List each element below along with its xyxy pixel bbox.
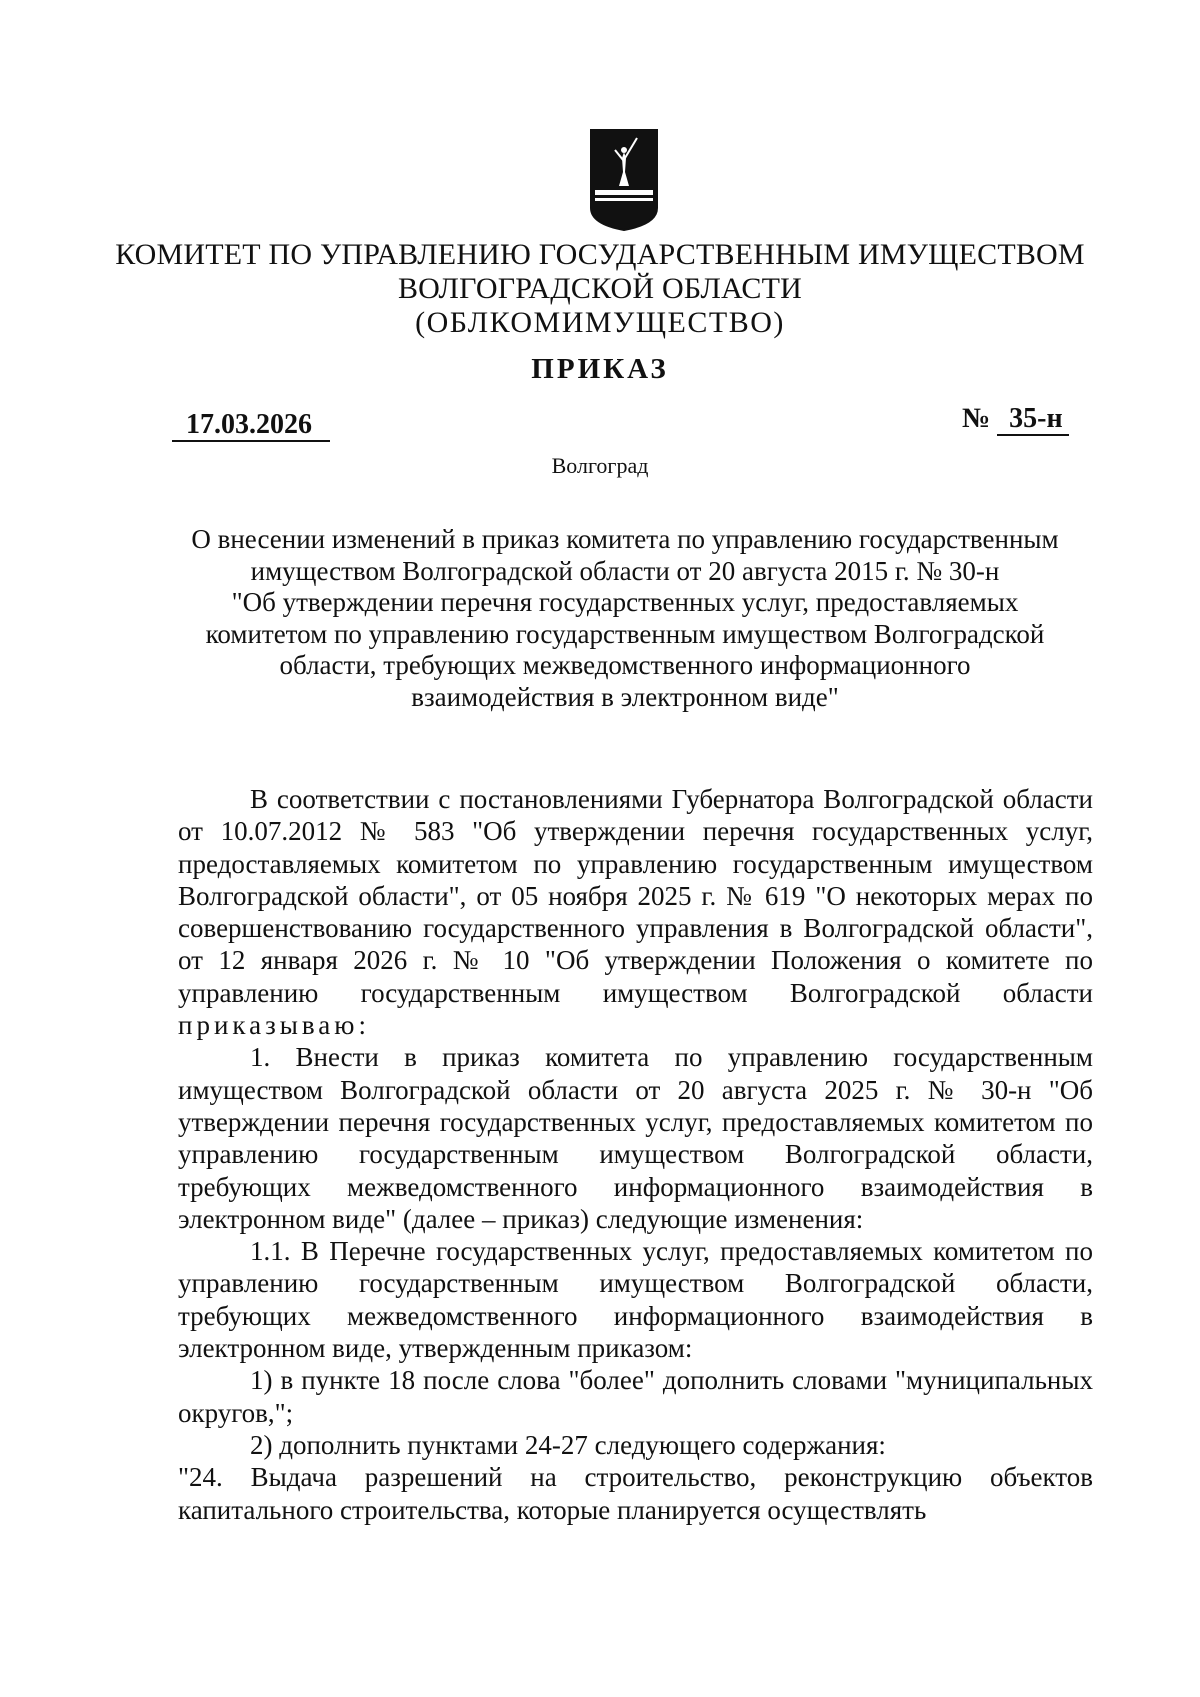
heading-line: взаимодействия в электронном виде" [411,681,839,712]
volgograd-coat-of-arms-icon [589,128,659,232]
org-name-line-2: ВОЛГОГРАДСКОЙ ОБЛАСТИ [397,272,803,305]
number-value: 35-н [997,403,1068,436]
org-name-line-3: (ОБЛКОМИМУЩЕСТВО) [415,306,785,339]
document-type-title: ПРИКАЗ [531,353,669,385]
item-24-paragraph: "24. Выдача разрешений на строительство, реконструкцию объектов капитального строительства, которые планируется осуществлять [178,1462,1093,1525]
subclause-2-paragraph: 2) дополнить пунктами 24-27 следующего содержания: [250,1429,886,1460]
document-heading [160,524,1090,713]
preamble-paragraph [178,783,1093,1041]
heading-line: комитетом по управлению государственным имуществом Волгоградской [205,618,1045,649]
heading-line: области, требующих межведомственного информационного [279,650,971,680]
heading-line: О внесении изменений в приказ комитета по управлению государственным [191,524,1059,554]
clause-1-paragraph: 1. Внести в приказ комитета по управлению государственным имуществом Волгоградской области от 20 августа 2025 г. № 30-н "Об утверждении перечня государственных услуг, предоставляемых комитетом по управлению государственным имуществом Волгоградской области, требующих межведомственного информационного взаимодействия в электронном виде" (далее – приказ) следующие изменения: [178,1042,1093,1234]
clause-1-1-paragraph: 1.1. В Перечне государственных услуг, предоставляемых комитетом по управлению государственным имуществом Волгоградской области, требующих межведомственного информационного взаимодействия в электронном виде, утвержденным приказом: [178,1236,1093,1364]
document-date: 17.03.2026 [172,410,330,442]
org-name-line-1: КОМИТЕТ ПО УПРАВЛЕНИЮ ГОСУДАРСТВЕННЫМ ИМУЩЕСТВОМ [115,238,1085,271]
document-body [178,783,1093,1526]
document-city: Волгоград [551,453,649,478]
document-number [962,404,1069,434]
preamble-text: В соответствии с постановлениями Губернатора Волгоградской области от 10.07.2012 № 583 "Об утверждении перечня государственных услуг, предоставляемых комитетом по управлению государственным имуществом Волгоградской области", от 05 ноября 2025 г. № 619 "О некоторых мерах по совершенствованию государственного управления в Волгоградской области", от 12 января 2026 г. № 10 "Об утверждении Положения о комитете по управлению государственным имуществом Волгоградской области [178,784,1093,1008]
subclause-1-paragraph: 1) в пункте 18 после слова "более" дополнить словами "муниципальных округов,"; [178,1365,1093,1428]
heading-line: имуществом Волгоградской области от 20 августа 2015 г. № 30-н [250,555,1000,586]
number-prefix: № [962,403,991,434]
order-word: приказываю: [178,1010,370,1041]
heading-line: "Об утверждении перечня государственных услуг, предоставляемых [231,587,1019,617]
